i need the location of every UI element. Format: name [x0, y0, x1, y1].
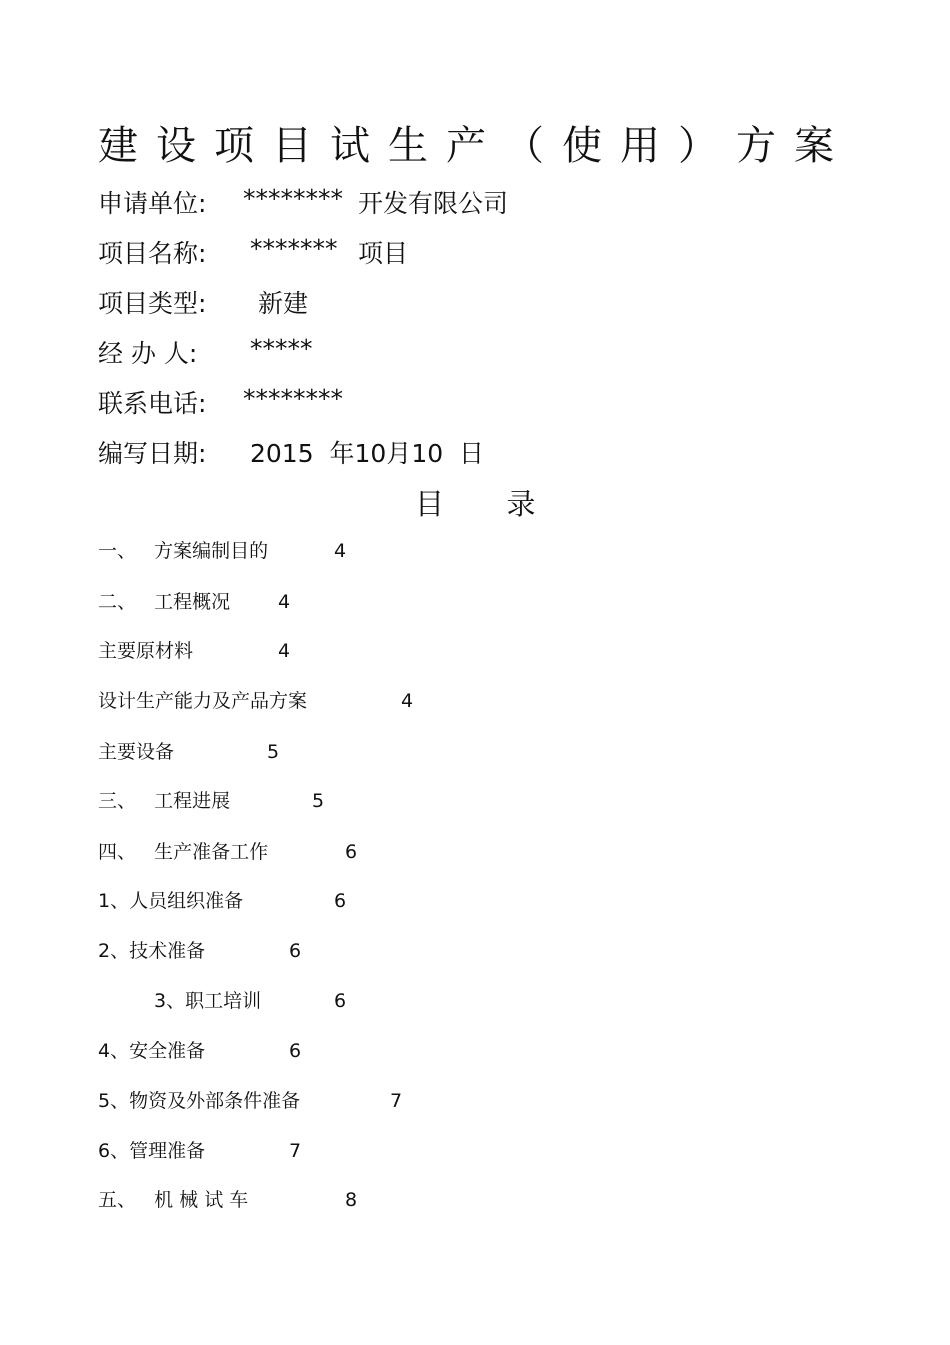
- toc-item-text: 二、 工程概况: [98, 591, 231, 613]
- title-char: 试: [330, 122, 370, 169]
- toc-item-page: 4: [278, 640, 291, 662]
- toc-item-text: 6、管理准备: [98, 1140, 206, 1162]
- title-char: 产: [446, 122, 486, 169]
- toc-heading: [415, 482, 535, 523]
- toc-item-page: 4: [401, 690, 414, 712]
- toc-item[interactable]: [98, 1136, 498, 1166]
- meta-label: 联系电话:: [98, 389, 207, 418]
- meta-value-secondary: 项目: [358, 239, 409, 268]
- meta-label: 编写日期:: [98, 439, 207, 468]
- toc-item-text: 五、 机 械 试 车: [98, 1189, 249, 1211]
- title-char: 项: [214, 122, 254, 169]
- toc-item-text: 四、 生产准备工作: [98, 841, 269, 863]
- toc-item-text: 三、 工程进展: [98, 790, 231, 812]
- meta-row-handler: [98, 334, 698, 368]
- toc-item-text: 2、技术准备: [98, 940, 206, 962]
- meta-row-applicant: [98, 184, 698, 218]
- toc-item-page: 5: [312, 790, 325, 812]
- meta-value: ********: [243, 184, 343, 213]
- toc-item-text: 5、物资及外部条件准备: [98, 1090, 301, 1112]
- toc-item[interactable]: [98, 536, 498, 566]
- toc-item[interactable]: [154, 986, 498, 1016]
- meta-row-project-type: [98, 284, 698, 318]
- toc-item[interactable]: [98, 636, 498, 666]
- title-char: 方: [736, 122, 776, 169]
- title-char: （: [504, 122, 544, 169]
- toc-item[interactable]: [98, 886, 498, 916]
- toc-item-page: 6: [345, 841, 358, 863]
- meta-label: 申请单位:: [98, 189, 207, 218]
- toc-item[interactable]: [98, 1185, 498, 1215]
- toc-item-text: 一、 方案编制目的: [98, 540, 269, 562]
- title-char: 生: [388, 122, 428, 169]
- meta-value-secondary: 开发有限公司: [358, 189, 509, 218]
- meta-row-project-name: [98, 234, 698, 268]
- meta-value: *****: [250, 334, 313, 363]
- title-char: 设: [156, 122, 196, 169]
- toc-heading-char: 目: [415, 487, 445, 521]
- toc-item-text: 主要原材料: [98, 640, 194, 662]
- toc-item-text: 4、安全准备: [98, 1040, 206, 1062]
- title-char: 建: [98, 122, 138, 169]
- meta-value: *******: [250, 234, 338, 263]
- toc-item[interactable]: [98, 587, 498, 617]
- toc-item-page: 7: [289, 1140, 302, 1162]
- toc-item[interactable]: [98, 1086, 498, 1116]
- toc-item[interactable]: [98, 686, 498, 716]
- toc-heading-char: 录: [506, 487, 536, 521]
- document-title: [98, 112, 834, 172]
- title-char: 用: [620, 122, 660, 169]
- meta-value: 新建: [258, 289, 309, 318]
- title-char: 案: [794, 122, 834, 169]
- toc-item-text: 1、人员组织准备: [98, 890, 244, 912]
- meta-value: ********: [243, 384, 343, 413]
- title-char: 目: [272, 122, 312, 169]
- toc-item[interactable]: [98, 936, 498, 966]
- toc-item-page: 6: [334, 890, 347, 912]
- toc-item-text: 3、职工培训: [154, 990, 262, 1012]
- toc-item-page: 4: [278, 591, 291, 613]
- toc-item-page: 6: [289, 1040, 302, 1062]
- title-char: ）: [678, 122, 718, 169]
- toc-item[interactable]: [98, 837, 498, 867]
- toc-item[interactable]: [98, 786, 498, 816]
- toc-item-page: 7: [390, 1090, 403, 1112]
- meta-value: 2015 年10月10 日: [250, 439, 485, 468]
- toc-item[interactable]: [98, 1036, 498, 1066]
- toc-item-text: 主要设备: [98, 741, 175, 763]
- toc-item-page: 4: [334, 540, 347, 562]
- meta-row-phone: [98, 384, 698, 418]
- meta-label: 项目类型:: [98, 289, 207, 318]
- toc-item-page: 6: [289, 940, 302, 962]
- toc-item-page: 6: [334, 990, 347, 1012]
- toc-item-page: 8: [345, 1189, 358, 1211]
- meta-label: 经 办 人:: [98, 339, 198, 368]
- meta-label: 项目名称:: [98, 239, 207, 268]
- meta-row-date: [98, 434, 698, 468]
- toc-item[interactable]: [98, 737, 498, 767]
- toc-item-text: 设计生产能力及产品方案: [98, 690, 308, 712]
- toc-item-page: 5: [267, 741, 280, 763]
- title-char: 使: [562, 122, 602, 169]
